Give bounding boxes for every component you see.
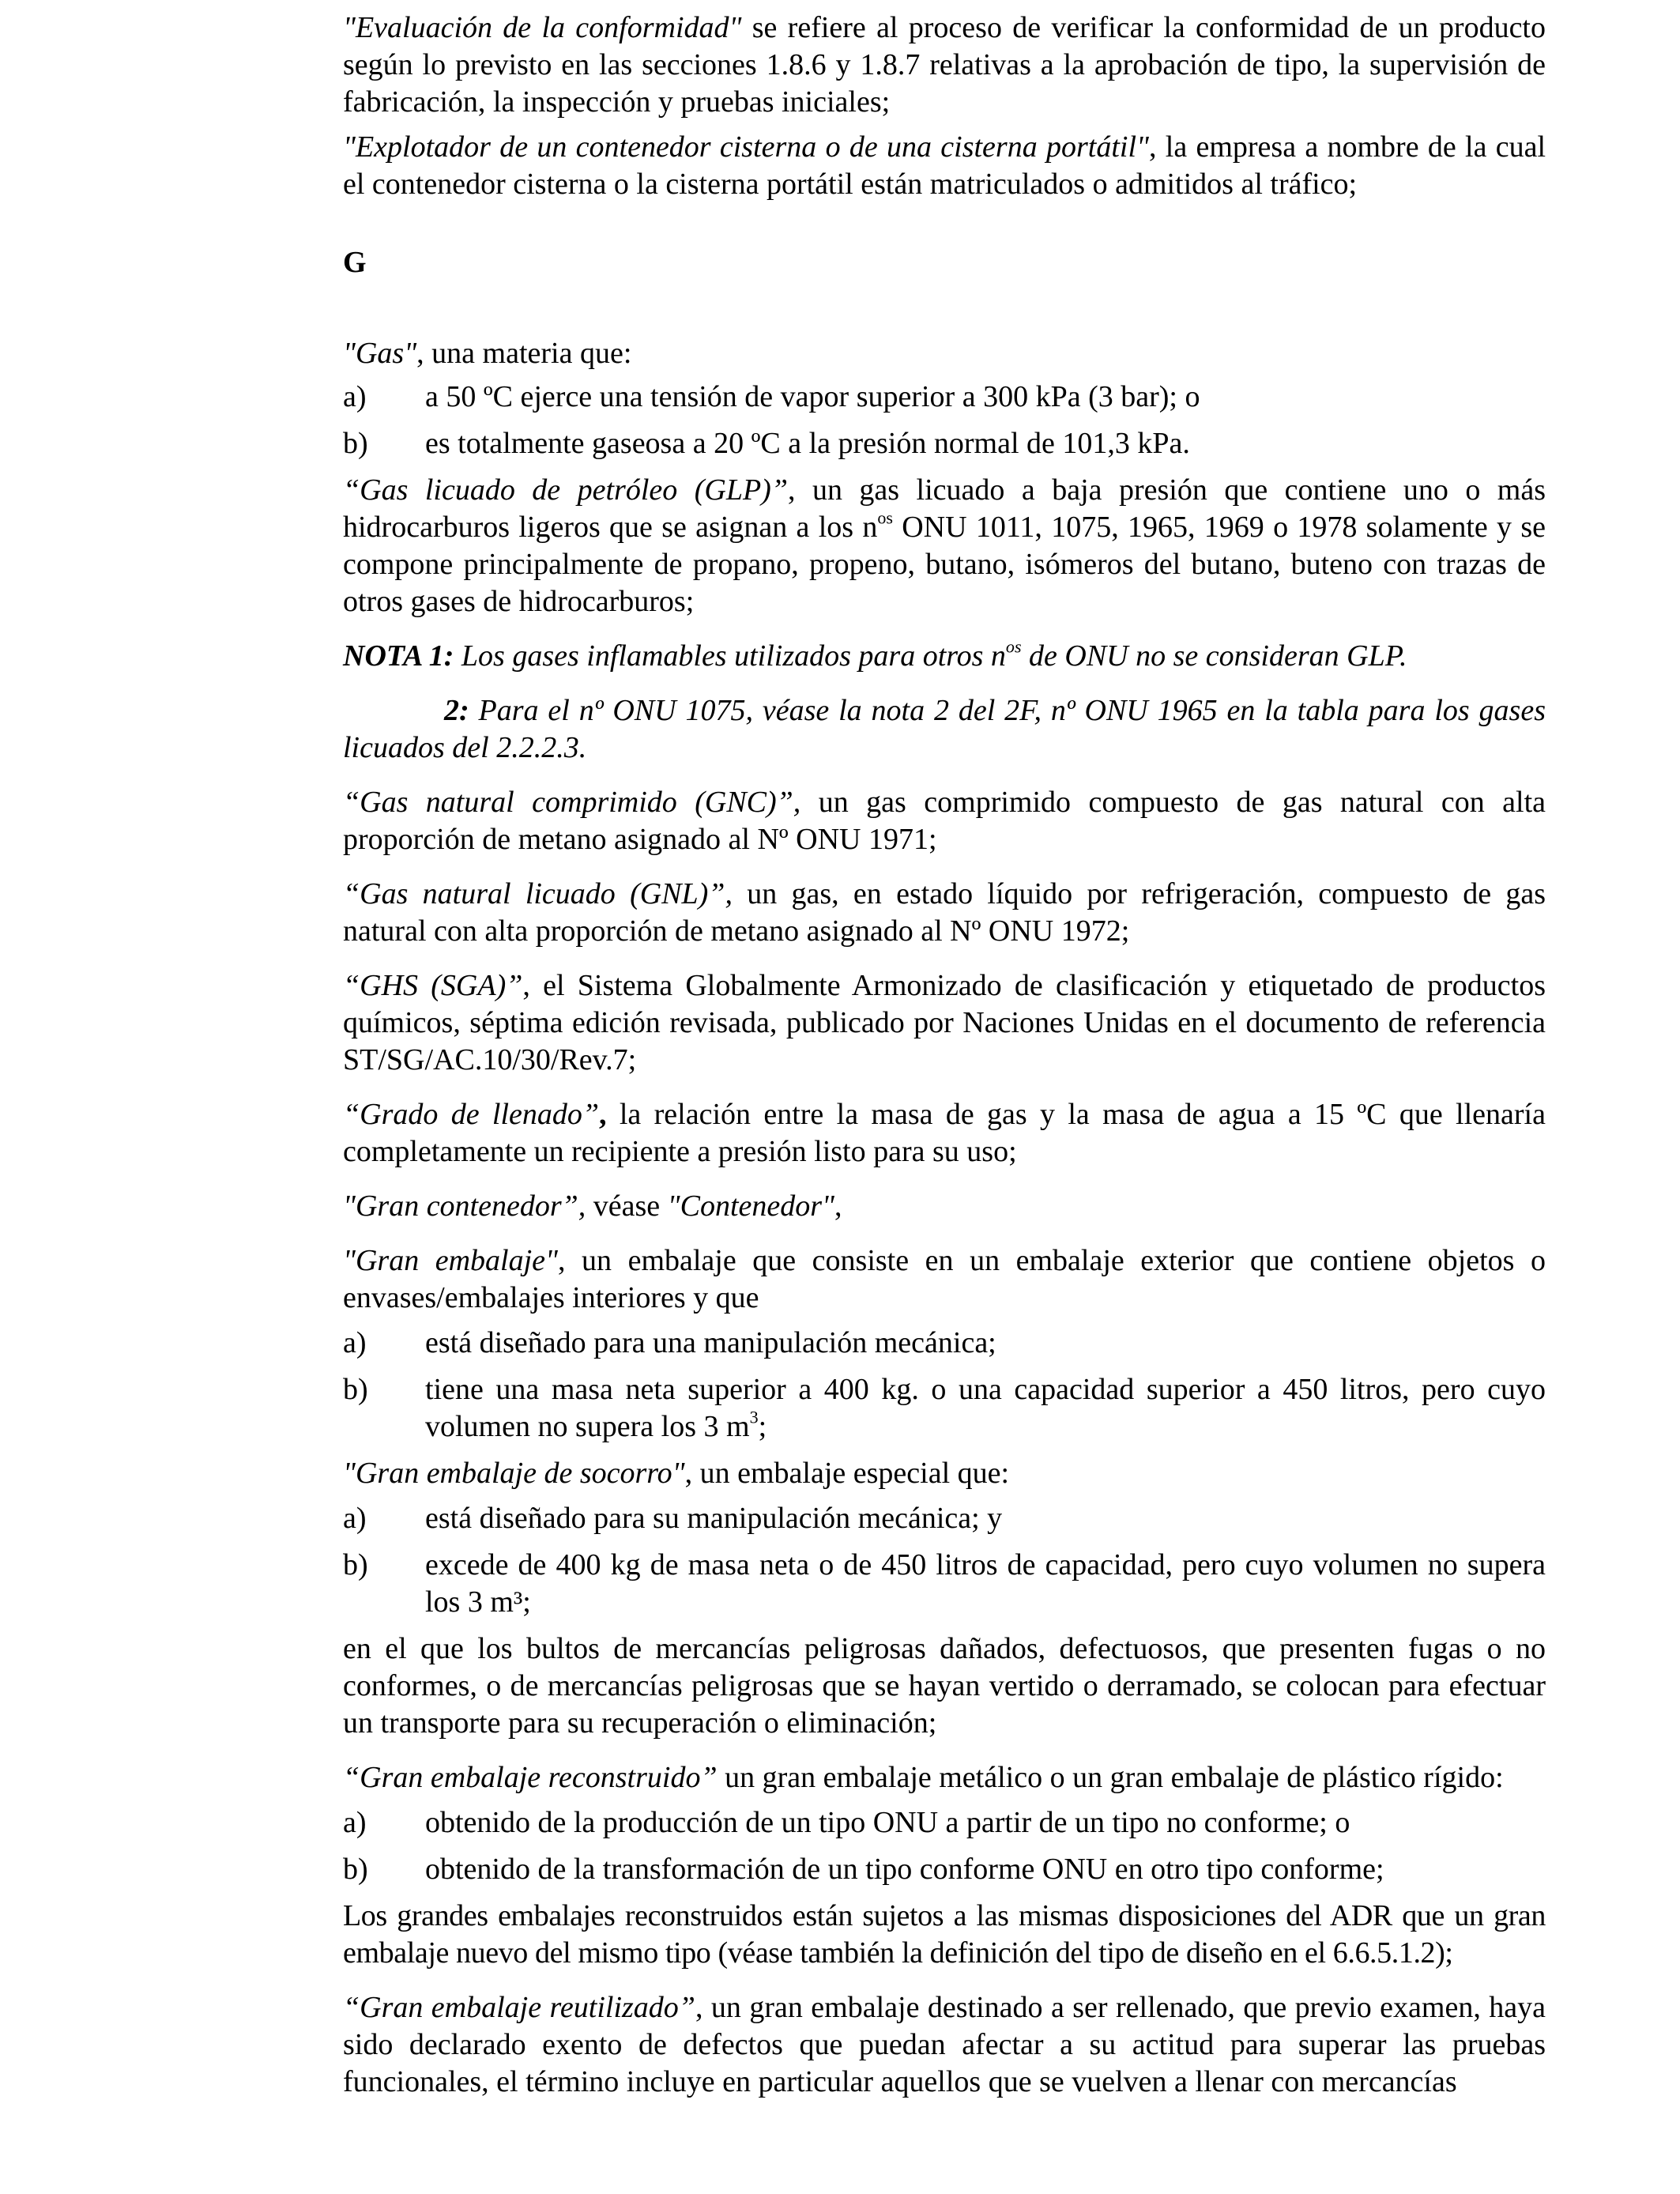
- list-label: a): [343, 1806, 367, 1839]
- term: “Gas natural licuado (GNL)”,: [343, 877, 733, 910]
- definition-glp: [343, 472, 1546, 620]
- list-item: [343, 1804, 1546, 1842]
- definition-gran-contenedor: [343, 1188, 1546, 1225]
- section-letter: G: [343, 246, 367, 279]
- definition-text: la relación entre la masa de gas y la masa de agua a 15 ºC que llenaría completamente un recipiente a presión listo para su uso;: [343, 1098, 1546, 1168]
- list-item: [343, 1547, 1546, 1621]
- definition-explotador: [343, 129, 1546, 203]
- list-text-part: tiene una masa neta superior a 400 kg. o una capacidad superior a 450 litros, pero cuyo volumen no supera los 3 m: [425, 1373, 1546, 1443]
- paragraph: Los grandes embalajes reconstruidos están sujetos a las mismas disposiciones del ADR que un gran embalaje nuevo del mismo tipo (véase también la definición del tipo de diseño en el 6.6.5.1.2);: [343, 1899, 1546, 1970]
- note-text: Los gases inflamables utilizados para otros n: [454, 639, 1006, 673]
- list-label: b): [343, 1548, 368, 1581]
- list-label: a): [343, 380, 367, 413]
- superscript: os: [1005, 636, 1022, 657]
- superscript: 3: [749, 1407, 759, 1427]
- definition-text: se refiere al proceso de verificar la conformidad de un producto según lo previsto en las secciones 1.8.6 y 1.8.7 relativas a la aprobación de tipo, la supervisión de fabricación, la inspección y pruebas iniciales;: [343, 11, 1546, 119]
- term: "Evaluación de la conformidad": [343, 11, 742, 44]
- list-text-part: ;: [758, 1410, 767, 1443]
- reconstruido-list: [343, 1804, 1546, 1888]
- paragraph: en el que los bultos de mercancías peligrosas dañados, defectuosos, que presenten fugas o no conformes, o de mercancías peligrosas que se hayan vertido o derramado, se colocan para efectuar un transporte para su recuperación o eliminación;: [343, 1632, 1546, 1740]
- note-label: 2:: [444, 694, 469, 727]
- term: “Grado de llenado”: [343, 1098, 600, 1131]
- list-text: está diseñado para su manipulación mecánica; y: [425, 1502, 1003, 1535]
- definition-text: , un gas licuado a baja presión que contiene uno o más hidrocarburos ligeros que se asignan a los n: [343, 473, 1546, 544]
- definition-gnc: [343, 784, 1546, 858]
- term: "Gas": [343, 337, 417, 370]
- term: "Gran embalaje de socorro": [343, 1457, 685, 1490]
- definition-gas: [343, 335, 1546, 372]
- gran-embalaje-list: [343, 1325, 1546, 1446]
- list-item: [343, 1500, 1546, 1537]
- definition-text: ,: [834, 1189, 842, 1223]
- list-text: está diseñado para una manipulación mecánica;: [425, 1326, 996, 1359]
- note-text: Para el nº ONU 1075, véase la nota 2 del 2F, nº ONU 1965 en la tabla para los gases licuados del 2.2.2.3.: [343, 694, 1546, 764]
- definition-socorro: [343, 1455, 1546, 1492]
- note-2: [343, 692, 1546, 767]
- list-label: b): [343, 1853, 368, 1886]
- definition-text: , una materia que:: [416, 337, 632, 370]
- gas-list: [343, 379, 1546, 462]
- definition-text: , un gran embalaje destinado a ser rellenado, que previo examen, haya sido declarado exento de defectos que puedan afectar a su actitud para superar las pruebas funcionales, el término incluye en particular aquellos que se vuelven a llenar con mercancías: [343, 1991, 1546, 2098]
- superscript: os: [877, 507, 893, 528]
- list-item: [343, 1851, 1546, 1888]
- list-item: [343, 1325, 1546, 1362]
- definition-text: un gas comprimido compuesto de gas natural con alta proporción de metano asignado al Nº ONU 1971;: [343, 786, 1546, 856]
- list-text: obtenido de la transformación de un tipo conforme ONU en otro tipo conforme;: [425, 1853, 1384, 1886]
- term: "Gran embalaje": [343, 1244, 558, 1277]
- term: “GHS (SGA)”: [343, 969, 523, 1002]
- cross-reference: "Contenedor": [667, 1189, 834, 1223]
- definition-ghs: [343, 967, 1546, 1079]
- list-text: [425, 1371, 1546, 1446]
- definition-gnl: [343, 876, 1546, 950]
- definition-evaluacion: [343, 9, 1546, 121]
- term: “Gas natural comprimido (GNC)”,: [343, 786, 801, 819]
- document-page: [343, 9, 1546, 2101]
- list-item: [343, 425, 1546, 462]
- term: "Explotador de un contenedor cisterna o de una cisterna portátil": [343, 130, 1149, 164]
- definition-text: un gas, en estado líquido por refrigeración, compuesto de gas natural con alta proporción de metano asignado al Nº ONU 1972;: [343, 877, 1546, 948]
- definition-text: , un embalaje que consiste en un embalaje exterior que contiene objetos o envases/embalajes interiores y que: [343, 1244, 1546, 1314]
- list-text: es totalmente gaseosa a 20 ºC a la presión normal de 101,3 kPa.: [425, 427, 1190, 460]
- definition-text: , la empresa a nombre de la cual el contenedor cisterna o la cisterna portátil están matriculados o admitidos al tráfico;: [343, 130, 1546, 201]
- list-text: a 50 ºC ejerce una tensión de vapor superior a 300 kPa (3 bar); o: [425, 380, 1200, 413]
- list-label: b): [343, 1373, 368, 1406]
- definition-text: , el Sistema Globalmente Armonizado de clasificación y etiquetado de productos químicos, séptima edición revisada, publicado por Naciones Unidas en el documento de referencia ST/SG/AC.10/30/Rev.7;: [343, 969, 1546, 1076]
- list-label: b): [343, 427, 368, 460]
- comma: ,: [599, 1098, 607, 1131]
- list-text: obtenido de la producción de un tipo ONU a partir de un tipo no conforme; o: [425, 1806, 1350, 1839]
- definition-text: , un embalaje especial que:: [684, 1457, 1010, 1490]
- list-item: [343, 1371, 1546, 1446]
- note-label: NOTA 1:: [343, 639, 454, 673]
- term: "Gran contenedor”,: [343, 1189, 586, 1223]
- term: “Gran embalaje reconstruido”: [343, 1761, 718, 1794]
- definition-text: véase: [586, 1189, 668, 1223]
- definition-grado: [343, 1096, 1546, 1171]
- definition-reconstruido: [343, 1759, 1546, 1796]
- note-text: de ONU no se consideran GLP.: [1021, 639, 1407, 673]
- list-text: excede de 400 kg de masa neta o de 450 litros de capacidad, pero cuyo volumen no supera los 3 m³;: [425, 1548, 1546, 1619]
- note-1: [343, 638, 1546, 675]
- list-label: a): [343, 1502, 367, 1535]
- definition-gran-embalaje: [343, 1242, 1546, 1317]
- term: “Gas licuado de petróleo (GLP)”: [343, 473, 788, 507]
- definition-text: un gran embalaje metálico o un gran embalaje de plástico rígido:: [717, 1761, 1504, 1794]
- term: “Gran embalaje reutilizado”: [343, 1991, 695, 2024]
- definition-text: ONU 1011, 1075, 1965, 1969 o 1978 solamente y se compone principalmente de propano, propeno, butano, isómeros del butano, buteno con trazas de otros gases de hidrocarburos;: [343, 511, 1546, 618]
- socorro-list: [343, 1500, 1546, 1621]
- list-label: a): [343, 1326, 367, 1359]
- definition-reutilizado: [343, 1989, 1546, 2101]
- list-item: [343, 379, 1546, 416]
